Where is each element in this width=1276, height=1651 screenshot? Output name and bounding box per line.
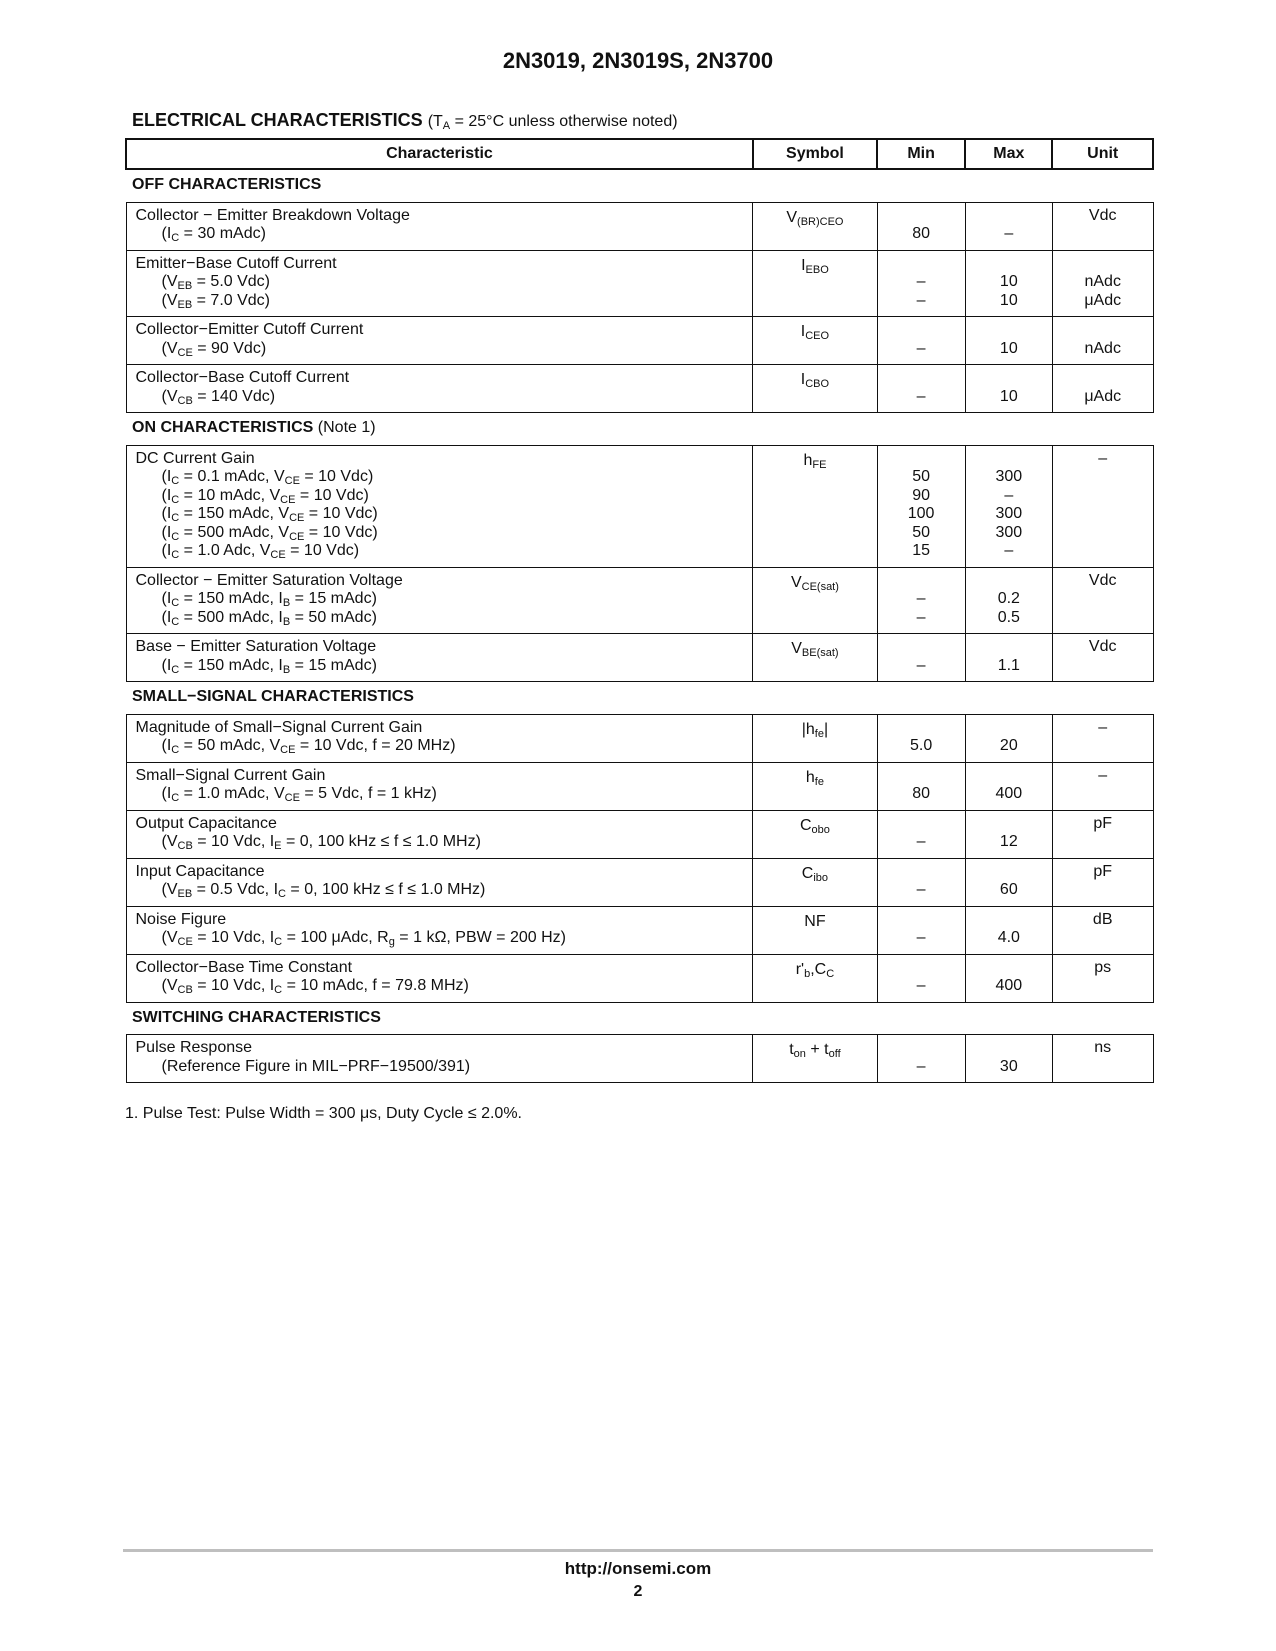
max-cell: – [965,202,1052,250]
max-cell: 300 – 300 300 – [965,445,1052,567]
unit-cell: pF [1052,858,1153,906]
symbol-cell: $h_{FE}$ [753,445,877,567]
min-cell: – [877,954,965,1002]
symbol-cell: $h_{fe}$ [753,762,877,810]
characteristic-cell: Collector−Emitter Cutoff Current ($V_{CE} = 90$ Vdc) [126,317,753,365]
section-on: ON CHARACTERISTICS (Note 1) [132,419,376,436]
characteristic-cell: Pulse Response (Reference Figure in MIL−PRF−19500/391) [126,1035,753,1083]
table-row [126,1035,1153,1083]
max-cell: 1.1 [965,634,1052,682]
max-cell: 10 [965,317,1052,365]
section-title: ELECTRICAL CHARACTERISTICS [132,110,423,130]
min-cell: – – [877,250,965,317]
symbol-cell: NF [753,906,877,954]
unit-cell: Vdc [1052,202,1153,250]
table-row [126,858,1153,906]
max-cell: 0.2 0.5 [965,567,1052,634]
table-row [126,906,1153,954]
min-cell: – – [877,567,965,634]
characteristic-cell: Noise Figure ($V_{CE} = 10$ Vdc, $I_C = 100$ μAdc, $R_g = 1$ kΩ, PBW = 200 Hz) [126,906,753,954]
unit-cell: Vdc [1052,567,1153,634]
table-row [126,762,1153,810]
max-cell: 4.0 [965,906,1052,954]
unit-cell: ns [1052,1035,1153,1083]
footnote: 1. Pulse Test: Pulse Width = 300 μs, Duty Cycle ≤ 2.0%. [125,1105,522,1122]
characteristic-cell: Input Capacitance ($V_{EB} = 0.5$ Vdc, $I_C = 0$, 100 kHz ≤ f ≤ 1.0 MHz) [126,858,753,906]
footer-divider [123,1549,1153,1552]
table-row [126,714,1153,762]
max-cell: 20 [965,714,1052,762]
table-row [126,365,1153,413]
col-max: Max [965,139,1052,169]
min-cell: 5.0 [877,714,965,762]
unit-cell: nAdc μAdc [1052,250,1153,317]
table-row [126,202,1153,250]
min-cell: – [877,906,965,954]
symbol-cell: $I_{CBO}$ [753,365,877,413]
symbol-cell: $t_{on} + t_{off}$ [753,1035,877,1083]
characteristic-cell: Collector−Base Cutoff Current ($V_{CB} = 140$ Vdc) [126,365,753,413]
unit-cell: dB [1052,906,1153,954]
min-cell: – [877,365,965,413]
unit-cell: ps [1052,954,1153,1002]
symbol-cell: $|h_{fe}|$ [753,714,877,762]
symbol-cell: $C_{obo}$ [753,810,877,858]
section-switching: SWITCHING CHARACTERISTICS [132,1008,381,1026]
test-conditions: ($T_A = 25^\circ C$ unless otherwise noted) [427,113,678,132]
min-cell: – [877,810,965,858]
max-cell: 12 [965,810,1052,858]
unit-cell: – [1052,445,1153,567]
unit-cell: – [1052,762,1153,810]
footer-url-link[interactable]: http://onsemi.com [564,1559,712,1578]
min-cell: – [877,634,965,682]
table-row [126,810,1153,858]
max-cell: 60 [965,858,1052,906]
symbol-cell: $V_{BE(sat)}$ [753,634,877,682]
table-row [126,250,1153,317]
unit-cell: Vdc [1052,634,1153,682]
symbol-cell: $V_{(BR)CEO}$ [753,202,877,250]
min-cell: – [877,317,965,365]
min-cell: 50 90 100 50 15 [877,445,965,567]
max-cell: 10 10 [965,250,1052,317]
characteristic-cell: Collector − Emitter Breakdown Voltage ($I_C = 30$ mAdc) [126,202,753,250]
min-cell: – [877,858,965,906]
characteristic-cell: Collector − Emitter Saturation Voltage ($I_C = 150$ mAdc, $I_B = 15$ mAdc) ($I_C = 500$ mAdc, $I_B = 50$ mAdc) [126,567,753,634]
min-cell: – [877,1035,965,1083]
unit-cell: – [1052,714,1153,762]
characteristic-cell: DC Current Gain ($I_C = 0.1$ mAdc, $V_{CE} = 10$ Vdc) ($I_C = 10$ mAdc, $V_{CE} = 10$ Vdc) ($I_C = 150$ mAdc, $V_{CE} = 10$ Vdc) ($I_C = 500$ mAdc, $V_{CE} = 10$ Vdc) ($I_C = 1.0$ Adc, $V_{CE} = 10$ Vdc) [126,445,753,567]
characteristic-cell: Collector−Base Time Constant ($V_{CB} = 10$ Vdc, $I_C = 10$ mAdc, f = 79.8 MHz) [126,954,753,1002]
table-row [126,445,1153,567]
symbol-cell: $I_{EBO}$ [753,250,877,317]
max-cell: 400 [965,954,1052,1002]
table-header-row [126,139,1153,169]
section-heading [132,110,678,131]
max-cell: 30 [965,1035,1052,1083]
table-row [126,954,1153,1002]
max-cell: 10 [965,365,1052,413]
table-row [126,317,1153,365]
unit-cell: μAdc [1052,365,1153,413]
symbol-cell: $C_{ibo}$ [753,858,877,906]
table-row [126,634,1153,682]
unit-cell: pF [1052,810,1153,858]
col-min: Min [877,139,965,169]
characteristic-cell: Base − Emitter Saturation Voltage ($I_C = 150$ mAdc, $I_B = 15$ mAdc) [126,634,753,682]
symbol-cell: $r'_b,C_C$ [753,954,877,1002]
symbol-cell: $V_{CE(sat)}$ [753,567,877,634]
characteristic-cell: Output Capacitance ($V_{CB} = 10$ Vdc, $I_E = 0$, 100 kHz ≤ f ≤ 1.0 MHz) [126,810,753,858]
table-row [126,567,1153,634]
col-unit: Unit [1052,139,1153,169]
max-cell: 400 [965,762,1052,810]
page-title: 2N3019, 2N3019S, 2N3700 [502,48,774,73]
min-cell: 80 [877,202,965,250]
col-symbol: Symbol [753,139,877,169]
unit-cell: nAdc [1052,317,1153,365]
characteristic-cell: Emitter−Base Cutoff Current ($V_{EB} = 5.0$ Vdc) ($V_{EB} = 7.0$ Vdc) [126,250,753,317]
electrical-characteristics-table [125,138,1154,1083]
symbol-cell: $I_{CEO}$ [753,317,877,365]
section-small-signal: SMALL−SIGNAL CHARACTERISTICS [132,688,414,705]
col-characteristic: Characteristic [126,139,753,169]
min-cell: 80 [877,762,965,810]
characteristic-cell: Magnitude of Small−Signal Current Gain ($I_C = 50$ mAdc, $V_{CE} = 10$ Vdc, f = 20 MHz) [126,714,753,762]
page-number: 2 [633,1583,643,1600]
characteristic-cell: Small−Signal Current Gain ($I_C = 1.0$ mAdc, $V_{CE} = 5$ Vdc, f = 1 kHz) [126,762,753,810]
section-off: OFF CHARACTERISTICS [132,176,322,193]
